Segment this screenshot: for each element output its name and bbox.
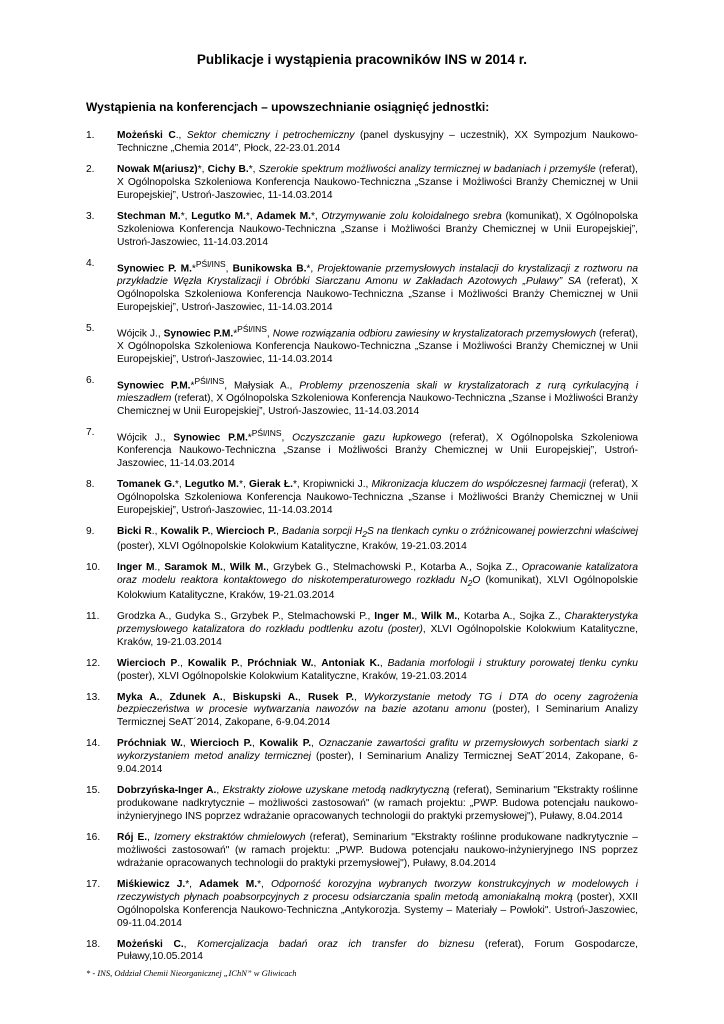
text-run: (referat), X Ogólnopolska Szkoleniowa Konferencja Naukowo-Techniczna „Szanse i Możliwości Branży Chemicznej w Unii Europejskiej”, Ustroń-Jaszowiec, 11-14.03.2014: [117, 393, 638, 418]
list-item-text: [117, 375, 638, 419]
list-item-number: 6.: [86, 374, 95, 386]
text-run: Biskupski A.: [232, 691, 298, 703]
text-run: PŚl/INS: [195, 258, 226, 269]
text-run: , Grzybek G., Stelmachowski P., Kotarba A., Sojka Z.,: [266, 562, 522, 573]
list-item-number: 12.: [86, 657, 101, 669]
text-run: Synowiec P.M.: [163, 328, 234, 340]
list-item-number: 4.: [86, 257, 95, 269]
text-run: Rój E.: [117, 832, 148, 843]
text-run: ,: [159, 691, 170, 703]
text-run: ,: [216, 785, 223, 797]
text-run: *,: [197, 163, 208, 175]
list-item-text: [117, 479, 638, 518]
text-run: (komunikat), XLVI Ogólnopolskie Kolokwium Katalityczne, Kraków, 19-21.03.2014: [117, 574, 638, 601]
text-run: Odporność korozyjna wybranych tworzyw konstrukcyjnych w modelowych i rzeczywistych płynach poabsorpcyjnych z procesu odsiarczania spalin metodą amoniakalną mokrą: [117, 878, 638, 903]
text-run: ,: [276, 526, 283, 538]
text-run: .,: [154, 562, 165, 573]
text-run: Oczyszczanie gazu łupkowego: [292, 432, 442, 444]
text-run: Miśkiewicz J.: [117, 878, 186, 890]
text-run: (referat), Seminarium "Ekstrakty roślinne produkowane nadkrytycznie – możliwości zastosowań" (w ramach projektu: „PWP. Budowa potencjału naukowo-inżynieryjnego INS poprzez wdrażanie opracowanych technologii do praktyki przemysłowej"), Puławy, 8.04.2014: [117, 785, 638, 822]
text-run: (komunikat), X Ogólnopolska Szkoleniowa Konferencja Naukowo-Techniczna „Szanse i Możliwości Branży Chemicznej w Unii Europejskiej”, Ustroń-Jaszowiec, 11-14.03.2014: [117, 210, 638, 248]
text-run: Wójcik J.,: [117, 328, 164, 340]
text-run: Synowiec P.M.: [173, 432, 248, 444]
text-run: *: [190, 380, 195, 392]
text-run: Wiercioch P.: [190, 738, 252, 750]
list-item-text: [117, 658, 638, 684]
list-item-text: [117, 692, 638, 731]
list-item-number: 11.: [86, 610, 100, 622]
text-run: Kowalik P.: [160, 526, 211, 538]
list-item-number: 13.: [86, 691, 101, 703]
text-run: *,: [245, 210, 257, 222]
text-run: .,: [175, 130, 187, 141]
text-run: ,: [239, 657, 248, 669]
text-run: *,: [306, 262, 318, 274]
text-run: Projektowanie przemysłowych instalacji do krystalizacji z roztworu na przykładzie Węzła Krystalizacji i Obróbki Siarczanu Amonu w Zakładach Azotowych „Puławy” SA: [117, 262, 638, 287]
list-item-number: 17.: [86, 878, 101, 890]
text-run: PŚl/INS: [237, 323, 267, 334]
text-run: (referat), X Ogólnopolska Szkoleniowa Konferencja Naukowo-Techniczna „Szanse i Możliwości Branży Chemicznej w Unii Europejskiej”, Ustroń-Jaszowiec, 11-14.03.2014: [117, 432, 638, 470]
text-run: ,: [210, 526, 217, 538]
text-run: Adamek M.: [256, 210, 311, 222]
text-run: Stechman M.: [117, 210, 181, 222]
text-run: Oznaczanie zawartości grafitu w przemysłowych sorbentach siarki z wykorzystaniem metod analizy termicznej: [117, 738, 638, 763]
list-item: [86, 323, 638, 367]
text-run: Nowak M(ariusz): [117, 163, 198, 175]
text-run: *: [233, 328, 238, 340]
text-run: (poster), XLVI Ogólnopolskie Kolokwium Katalityczne, Kraków, 19-21.03.2014: [117, 670, 467, 682]
list-item-number: 8.: [86, 479, 95, 491]
list-item-text: [117, 832, 638, 871]
text-run: Rusek P.: [307, 691, 355, 703]
text-run: Bicki R: [117, 526, 152, 538]
text-run: Saramok M.: [164, 562, 223, 573]
list-item-number: 3.: [86, 210, 95, 222]
text-run: Legutko M.: [191, 210, 246, 222]
text-run: S na tlenkach cynku o zróżnicowanej powierzchni właściwej: [367, 526, 638, 538]
list-item-number: 9.: [86, 526, 95, 538]
text-run: Szerokie spektrum możliwości analizy termicznej w badaniach i przemyśle: [258, 163, 596, 175]
text-run: Wykorzystanie metody TG i DTA do oceny zagrożenia bezpieczeństwa w procesie wytwarzania nawozów na bazie azotanu amonu: [117, 691, 638, 716]
text-run: PŚl/INS: [251, 428, 282, 439]
list-item: [86, 479, 638, 518]
text-run: *,: [257, 878, 271, 890]
text-run: 2: [467, 577, 473, 588]
list-item-number: 5.: [86, 322, 95, 334]
list-item-number: 1.: [86, 130, 95, 141]
text-run: ,: [311, 738, 319, 750]
text-run: Mikronizacja kluczem do współczesnej farmacji: [371, 479, 586, 491]
text-run: Gierak Ł.: [248, 479, 293, 491]
text-run: ,: [147, 832, 155, 843]
text-run: Bunikowska B.: [232, 262, 307, 274]
text-run: *: [191, 262, 196, 274]
text-run: (panel dyskusyjny – uczestnik), XX Sympozjum Naukowo-Techniczne „Chemia 2014”, Płock, 22-23.01.2014: [117, 130, 639, 154]
text-run: Inger M.: [374, 610, 415, 622]
text-run: Sektor chemiczny i petrochemiczny: [186, 130, 355, 141]
text-run: (poster), I Seminarium Analizy Termicznej SeAT´2014, Zakopane, 6-9.04.2014: [117, 704, 638, 729]
list-item-text: [117, 211, 638, 250]
text-run: ,: [222, 562, 230, 573]
text-run: Wójcik J.,: [117, 432, 174, 444]
text-run: ,: [414, 610, 422, 622]
list-item-text: [117, 879, 638, 931]
text-run: Możeński C.: [117, 938, 184, 950]
text-run: ,: [182, 738, 191, 750]
text-run: *,: [310, 210, 322, 222]
list-item: [86, 130, 638, 156]
text-run: ,: [379, 657, 388, 669]
list-item-text: [117, 785, 638, 824]
text-run: (referat), X Ogólnopolska Szkoleniowa Konferencja Naukowo-Techniczna „Szanse i Możliwości Branży Chemicznej w Unii Europejskiej”, Ustroń-Jaszowiec, 11-14.03.2014: [117, 328, 639, 365]
text-run: (poster), XXII Ogólnopolska Konferencja Naukowo-Techniczna „Antykorozja. Systemy – Materiały – Powłoki". Ustroń-Jaszowiec, 09-11.04.2014: [117, 891, 639, 929]
footnote: * - INS, Oddział Chemii Nieorganicznej „IChN” w Gliwicach: [86, 968, 297, 978]
list-item: [86, 738, 638, 777]
text-run: ,: [222, 691, 233, 703]
text-run: (referat), X Ogólnopolska Szkoleniowa Konferencja Naukowo-Techniczna „Szanse i Możliwości Branży Chemicznej w Unii Europejskiej”, Ustroń-Jaszowiec, 11-14.03.2014: [117, 479, 638, 517]
text-run: Komercjalizacja badań oraz ich transfer do biznesu: [197, 938, 475, 950]
text-run: ,: [251, 738, 260, 750]
list-item-number: 15.: [86, 785, 101, 797]
text-run: , Kotarba A., Sojka Z.,: [457, 610, 565, 622]
list-item-number: 16.: [86, 832, 101, 843]
text-run: (referat), X Ogólnopolska Szkoleniowa Konferencja Naukowo-Techniczna „Szanse i Możliwości Branży Chemicznej w Unii Europejskiej”, Ustroń-Jaszowiec, 11-14.03.2014: [117, 275, 638, 313]
text-run: Otrzymywanie zolu koloidalnego srebra: [321, 210, 502, 222]
text-run: ,: [281, 432, 293, 444]
list-item: [86, 939, 638, 965]
text-run: PŚl/INS: [194, 375, 225, 386]
text-run: *,: [248, 163, 259, 175]
text-run: , Małysiak A.,: [224, 380, 300, 392]
text-run: Synowiec P. M.: [117, 262, 192, 274]
list-item: [86, 658, 638, 684]
text-run: *,: [239, 479, 249, 491]
list-item-text: [117, 164, 638, 203]
text-run: *: [247, 432, 252, 444]
text-run: Próchniak W.: [117, 738, 183, 750]
text-run: Izomery ekstraktów chmielowych: [154, 832, 306, 843]
text-run: .,: [151, 526, 161, 538]
text-run: Dobrzyńska-Inger A.: [117, 785, 217, 797]
text-run: ,: [225, 262, 233, 274]
list-item: [86, 879, 638, 931]
text-run: *, Kropiwnicki J.,: [292, 479, 372, 491]
text-run: *,: [174, 479, 185, 491]
list-item-number: 18.: [86, 938, 101, 950]
text-run: Wilk M.: [229, 562, 267, 573]
text-run: Synowiec P.M.: [117, 380, 191, 392]
text-run: Kowalik P.: [187, 657, 240, 669]
text-run: Ekstrakty ziołowe uzyskane metodą nadkrytyczną: [222, 785, 450, 797]
list-item: [86, 832, 638, 871]
list-item: [86, 375, 638, 419]
list-item-text: [117, 738, 638, 777]
list-item-number: 7.: [86, 427, 95, 439]
text-run: Nowe rozwiązania odbioru zawiesiny w krystalizatorach przemysłowych: [272, 328, 597, 340]
list-item: [86, 692, 638, 731]
text-run: Problemy przenoszenia skali w krystalizatorach z rurą cyrkulacyjną i mieszadłem: [117, 380, 639, 405]
text-run: Inger M: [117, 562, 155, 573]
text-run: Próchniak W.: [247, 657, 314, 669]
page-title: Publikacje i wystąpienia pracowników INS w 2014 r.: [196, 52, 528, 67]
list-item-number: 10.: [86, 562, 101, 573]
text-run: .,: [177, 657, 188, 669]
text-run: (poster), XLVI Ogólnopolskie Kolokwium Katalityczne, Kraków, 19-21.03.2014: [117, 541, 467, 552]
text-run: Możeński C: [117, 130, 176, 141]
text-run: O: [472, 574, 481, 586]
list-item-number: 2.: [86, 163, 95, 175]
text-run: Wilk M.: [421, 610, 458, 622]
list-item-text: [117, 562, 638, 603]
list-item: [86, 526, 638, 554]
text-run: , XLVI Ogólnopolskie Kolokwium Katalityczne, Kraków, 19-21.03.2014: [117, 623, 638, 648]
publication-list: [86, 130, 638, 972]
list-item-text: [117, 526, 638, 554]
text-run: (referat), X Ogólnopolska Szkoleniowa Konferencja Naukowo-Techniczna „Szanse i Możliwości Branży Chemicznej w Unii Europejskiej”, Ustroń-Jaszowiec, 11-14.03.2014: [117, 163, 638, 201]
list-item: [86, 785, 638, 824]
list-item: [86, 611, 638, 650]
text-run: Kowalik P.: [259, 738, 312, 750]
list-item-text: [117, 427, 638, 471]
text-run: Badania sorpcji H: [282, 526, 363, 538]
text-run: Tomanek G.: [117, 479, 175, 491]
list-item-text: [117, 258, 638, 315]
text-run: Adamek M.: [199, 878, 258, 890]
text-run: *,: [180, 210, 192, 222]
text-run: Grodzka A., Gudyka S., Grzybek P., Stelmachowski P.,: [117, 610, 375, 622]
text-run: (referat), Forum Gospodarcze, Puławy,10.05.2014: [117, 938, 638, 963]
text-run: ,: [297, 691, 308, 703]
section-heading: Wystąpienia na konferencjach – upowszechnianie osiągnięć jednostki:: [86, 100, 490, 114]
list-item: [86, 562, 638, 603]
text-run: (referat), Seminarium "Ekstrakty roślinne produkowane nadkrytycznie – możliwości zastosowań" (w ramach projektu: „PWP. Budowa potencjału naukowo-inżynieryjnego INS poprzez wdrażanie opracowanych technologii do praktyki przemysłowej"), Puławy, 8.04.2014: [117, 832, 638, 869]
list-item-number: 14.: [86, 738, 101, 750]
text-run: Antoniak K.: [321, 657, 380, 669]
text-run: ,: [313, 657, 322, 669]
text-run: Myka A.: [117, 691, 160, 703]
text-run: ,: [354, 691, 365, 703]
text-run: Opracowanie katalizatora oraz modelu reaktora kontaktowego do niskotemperaturowego rozkładu N: [117, 562, 638, 586]
list-item-text: [117, 611, 638, 650]
list-item: [86, 211, 638, 250]
list-item-text: [117, 939, 638, 965]
list-item: [86, 427, 638, 471]
text-run: 2: [362, 529, 368, 540]
text-run: Wiercioch P.: [216, 526, 277, 538]
text-run: (poster), I Seminarium Analizy Termicznej SeAT´2014, Zakopane, 6-9.04.2014: [117, 751, 638, 776]
text-run: Zdunek A.: [169, 691, 223, 703]
text-run: Legutko M.: [184, 479, 239, 491]
text-run: ,: [183, 938, 198, 950]
text-run: *,: [185, 878, 200, 890]
list-item: [86, 164, 638, 203]
text-run: Badania morfologii i struktury porowatej tlenku cynku: [387, 657, 638, 669]
list-item-text: [117, 130, 638, 156]
text-run: Wiercioch P: [117, 657, 178, 669]
list-item-text: [117, 323, 638, 367]
list-item: [86, 258, 638, 315]
text-run: Charakterystyka przemysłowego katalizatora do rozkładu podtlenku azotu (poster): [117, 610, 638, 635]
text-run: ,: [266, 328, 273, 340]
text-run: Cichy B.: [207, 163, 249, 175]
